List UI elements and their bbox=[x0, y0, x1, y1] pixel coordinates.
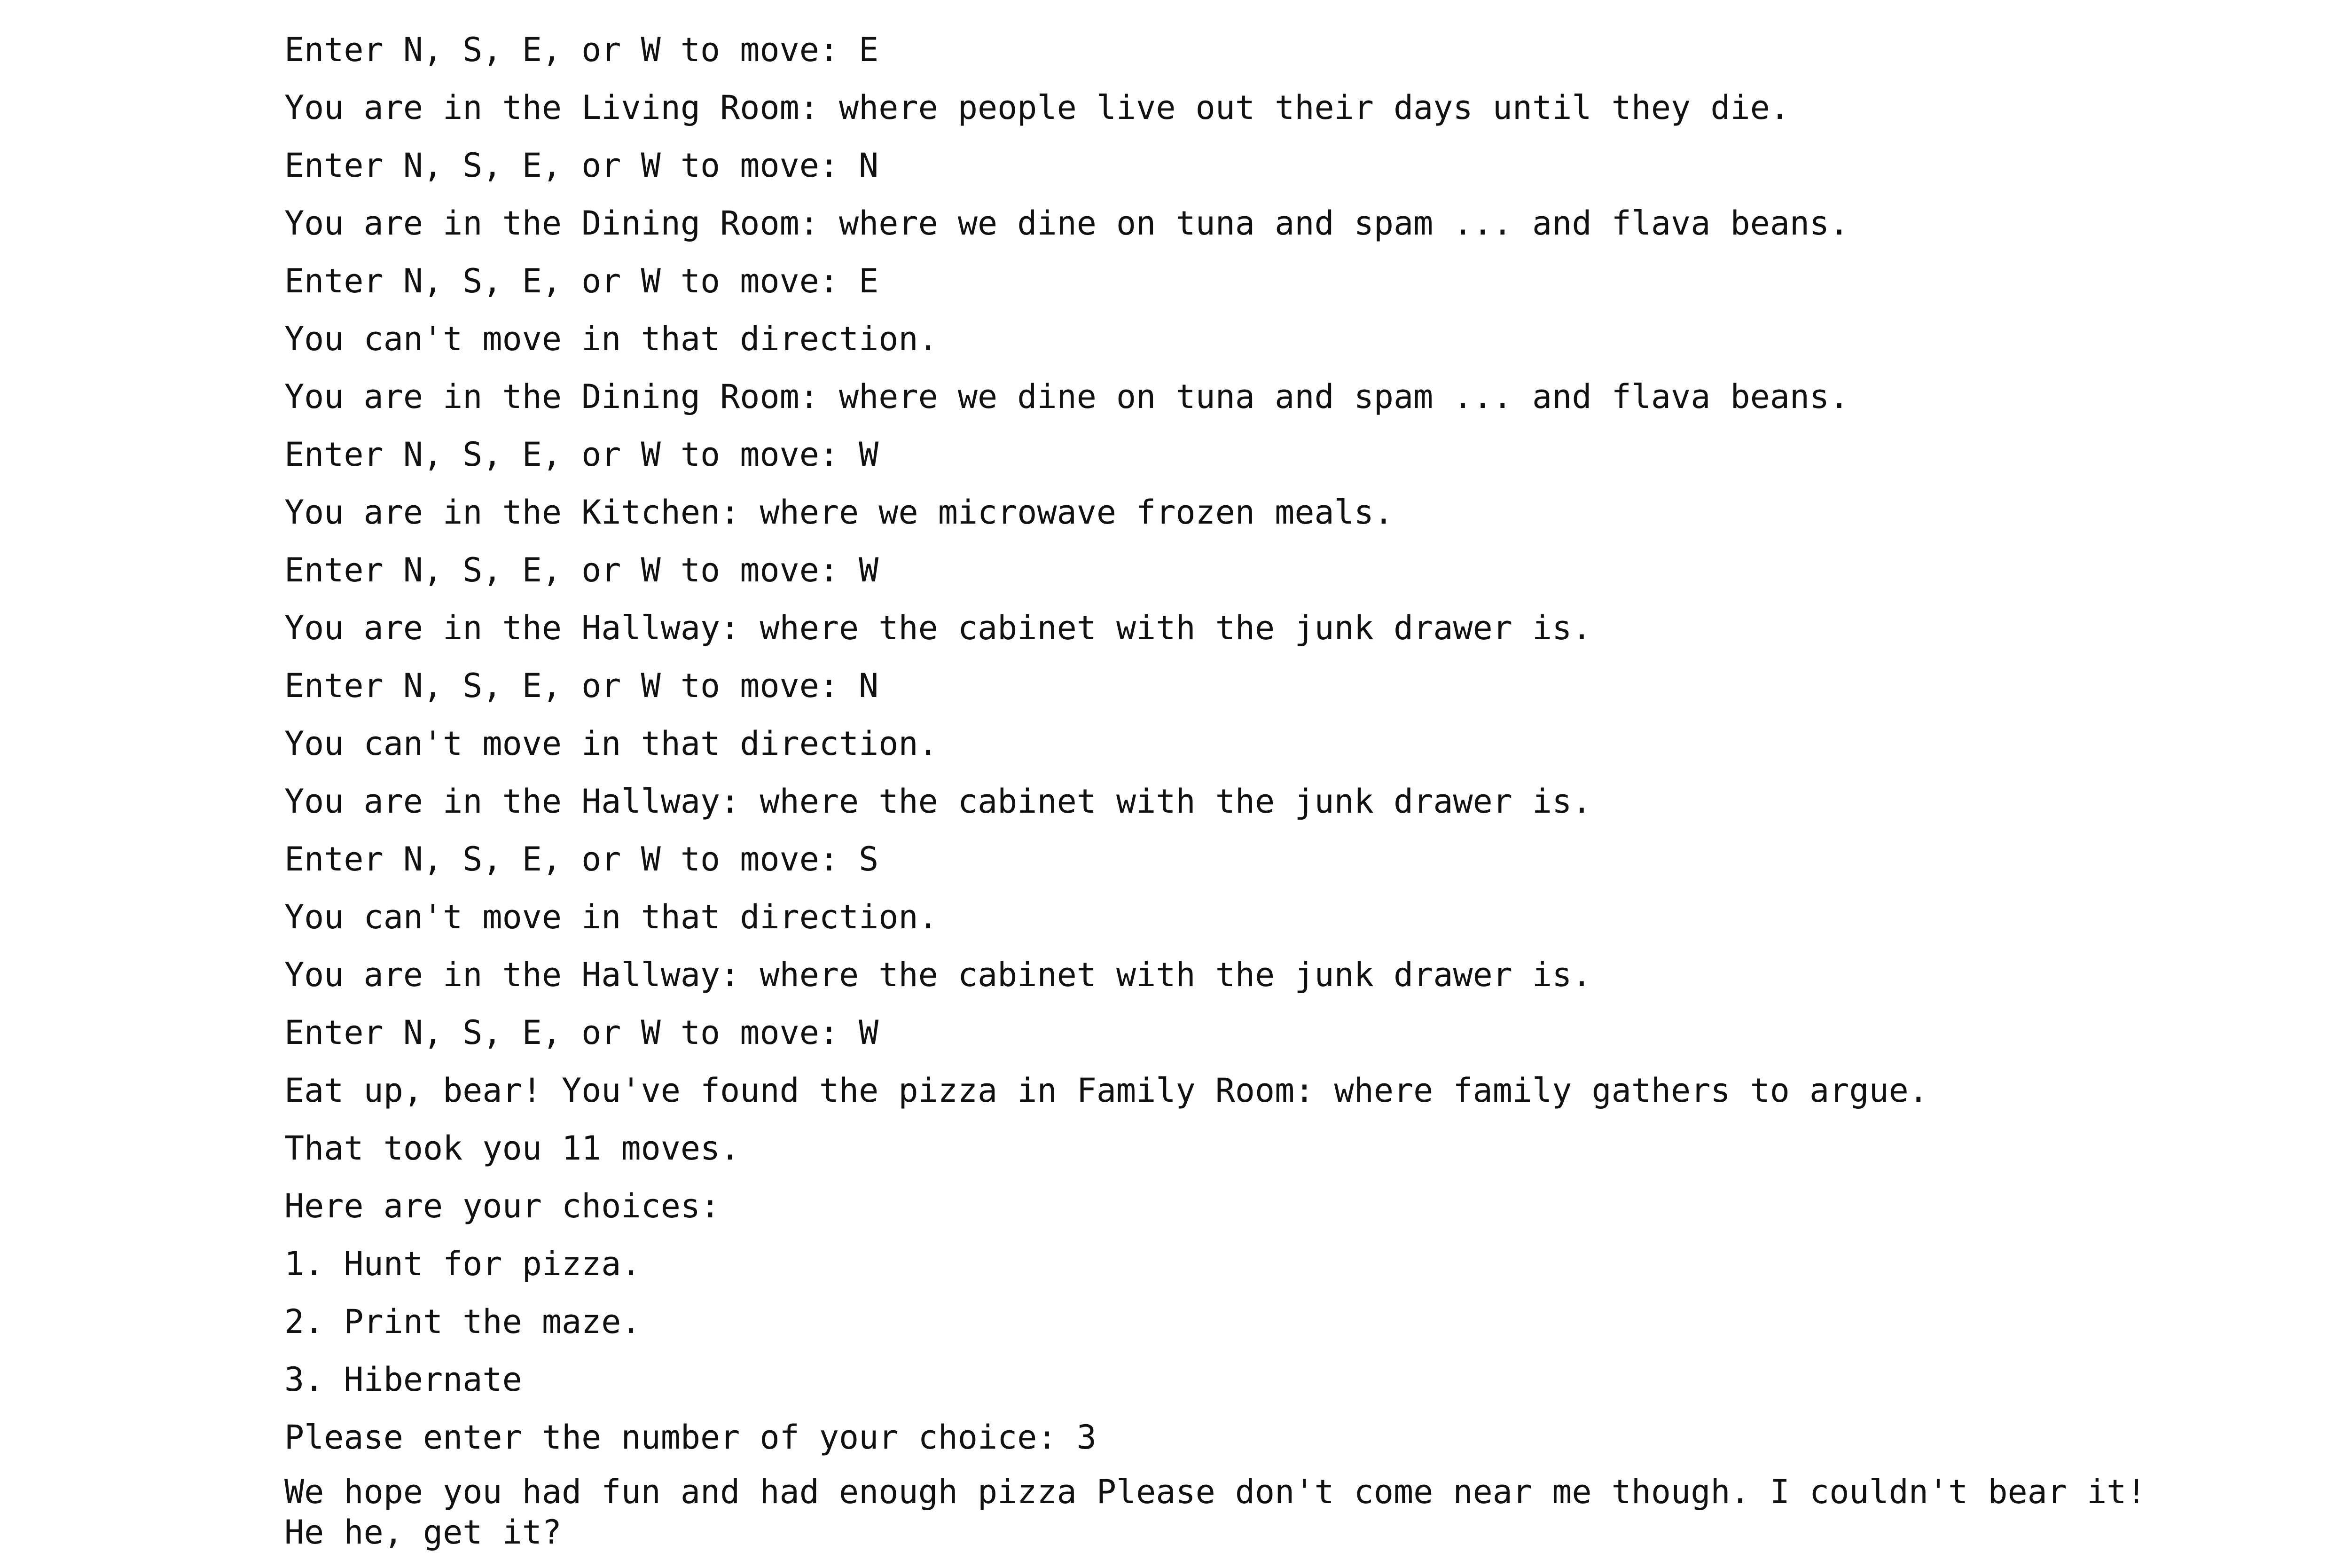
console-line: Enter N, S, E, or W to move: W bbox=[284, 1013, 879, 1052]
console-line: You are in the Dining Room: where we dine on tuna and spam ... and flava beans. bbox=[284, 204, 1849, 243]
console-line: Enter N, S, E, or W to move: N bbox=[284, 146, 879, 185]
console-line: Please enter the number of your choice: 3 bbox=[284, 1418, 1097, 1457]
console-line: Enter N, S, E, or W to move: W bbox=[284, 435, 879, 474]
console-line: Enter N, S, E, or W to move: E bbox=[284, 262, 879, 300]
console-line: You are in the Living Room: where people live out their days until they die. bbox=[284, 88, 1790, 127]
console-line: Enter N, S, E, or W to move: E bbox=[284, 31, 879, 69]
console-line: You can't move in that direction. bbox=[284, 724, 938, 763]
console-line: We hope you had fun and had enough pizza Please don't come near me though. I couldn't bear it! He he, get it? bbox=[284, 1473, 2146, 1552]
console-line: 3. Hibernate bbox=[284, 1360, 522, 1399]
console-line: 2. Print the maze. bbox=[284, 1302, 641, 1341]
console-line: You are in the Hallway: where the cabinet with the junk drawer is. bbox=[284, 609, 1592, 647]
console-line: You are in the Dining Room: where we dine on tuna and spam ... and flava beans. bbox=[284, 377, 1849, 416]
console-line: Enter N, S, E, or W to move: S bbox=[284, 840, 879, 878]
console-line: Here are your choices: bbox=[284, 1187, 721, 1225]
console-line: 1. Hunt for pizza. bbox=[284, 1245, 641, 1283]
console-output bbox=[284, 26, 2350, 1552]
console-line: Enter N, S, E, or W to move: N bbox=[284, 666, 879, 705]
console-line: That took you 11 moves. bbox=[284, 1129, 740, 1168]
console-line: You are in the Hallway: where the cabinet with the junk drawer is. bbox=[284, 956, 1592, 994]
console-line: You are in the Kitchen: where we microwave frozen meals. bbox=[284, 493, 1394, 532]
console-line: You can't move in that direction. bbox=[284, 898, 938, 936]
console-line: Enter N, S, E, or W to move: W bbox=[284, 551, 879, 589]
console-line: You can't move in that direction. bbox=[284, 320, 938, 358]
console-line: You are in the Hallway: where the cabinet with the junk drawer is. bbox=[284, 782, 1592, 821]
console-line: Eat up, bear! You've found the pizza in Family Room: where family gathers to argue. bbox=[284, 1071, 1928, 1110]
